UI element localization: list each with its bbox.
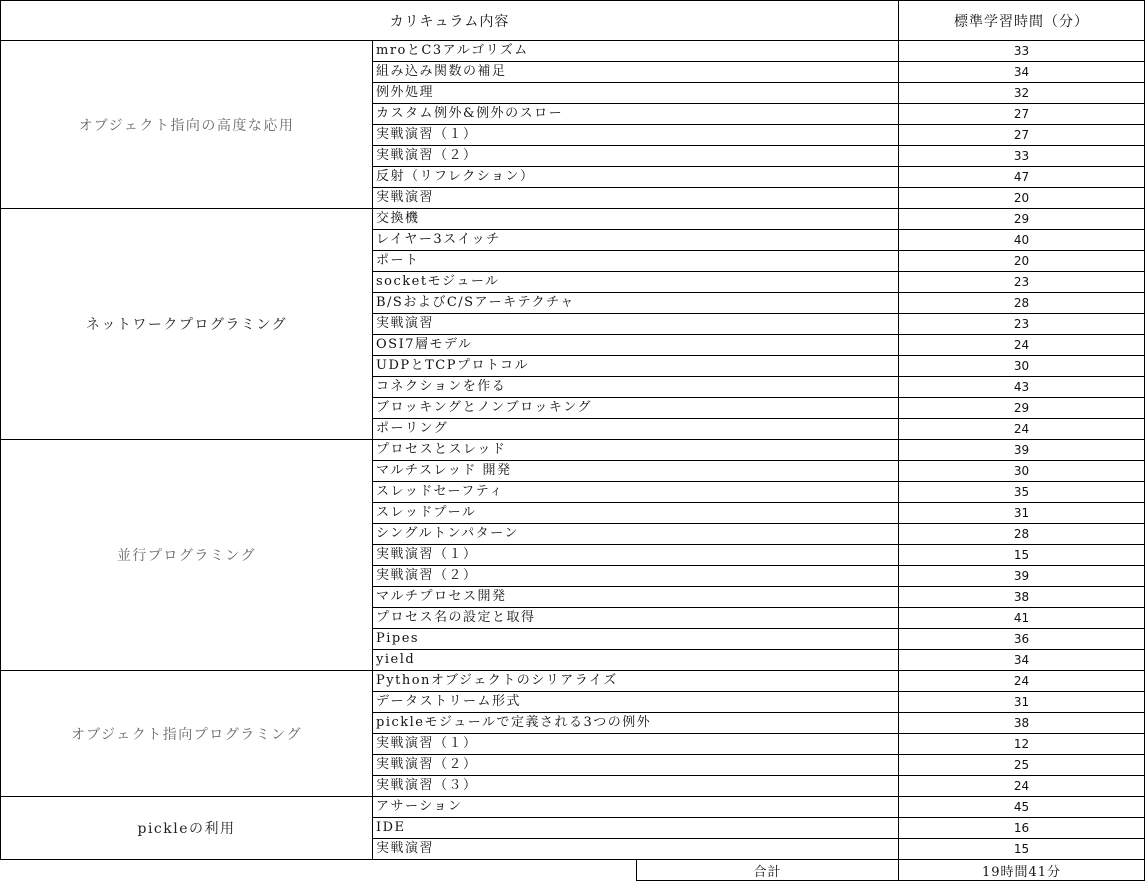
- item-minutes: 47: [1013, 170, 1030, 184]
- header-content-cell: [0, 0, 899, 41]
- item-name: UDPとTCPプロトコル: [376, 358, 529, 373]
- item-name-cell: [372, 229, 899, 251]
- section-title-cell: [0, 208, 373, 440]
- item-minutes-cell: [898, 607, 1145, 629]
- item-minutes-cell: [898, 586, 1145, 608]
- item-minutes-cell: [898, 439, 1145, 461]
- section-title: オブジェクト指向プログラミング: [71, 726, 302, 743]
- section-title-cell: [0, 40, 373, 209]
- item-name: 実戦演習（１）: [376, 127, 478, 142]
- item-name: 交換機: [376, 211, 420, 226]
- item-minutes: 36: [1013, 632, 1030, 646]
- item-minutes-cell: [898, 838, 1145, 860]
- item-minutes: 23: [1013, 317, 1030, 331]
- item-minutes-cell: [898, 124, 1145, 146]
- item-minutes-cell: [898, 481, 1145, 503]
- item-minutes-cell: [898, 82, 1145, 104]
- item-name: 実戦演習: [376, 841, 435, 856]
- item-minutes: 33: [1013, 44, 1030, 58]
- item-name: シングルトンパターン: [376, 526, 519, 541]
- item-minutes: 30: [1013, 464, 1030, 478]
- item-name-cell: [372, 838, 899, 860]
- item-name: 実戦演習（１）: [376, 547, 478, 562]
- item-minutes: 15: [1013, 842, 1030, 856]
- item-minutes-cell: [898, 334, 1145, 356]
- item-minutes: 39: [1013, 569, 1030, 583]
- item-minutes: 31: [1013, 695, 1030, 709]
- item-name-cell: [372, 124, 899, 146]
- item-minutes-cell: [898, 460, 1145, 482]
- item-minutes-cell: [898, 250, 1145, 272]
- item-minutes: 45: [1013, 800, 1030, 814]
- item-minutes-cell: [898, 187, 1145, 209]
- section-title: オブジェクト指向の高度な応用: [78, 117, 295, 134]
- item-minutes: 35: [1013, 485, 1030, 499]
- item-name: コネクションを作る: [376, 379, 507, 394]
- item-minutes-cell: [898, 145, 1145, 167]
- item-minutes: 24: [1013, 338, 1030, 352]
- item-minutes-cell: [898, 103, 1145, 125]
- item-name: Pipes: [376, 631, 420, 646]
- item-name-cell: [372, 607, 899, 629]
- item-name-cell: [372, 418, 899, 440]
- header-time-cell: [898, 0, 1145, 41]
- item-name-cell: [372, 145, 899, 167]
- item-name-cell: [372, 166, 899, 188]
- item-name: プロセス名の設定と取得: [376, 610, 536, 625]
- item-name: 実戦演習（３）: [376, 778, 478, 793]
- section-title: 並行プログラミング: [116, 548, 257, 564]
- item-minutes: 38: [1013, 590, 1030, 604]
- item-name: 例外処理: [376, 85, 435, 100]
- item-minutes-cell: [898, 208, 1145, 230]
- item-name-cell: [372, 271, 899, 293]
- item-minutes-cell: [898, 229, 1145, 251]
- item-name-cell: [372, 250, 899, 272]
- item-name: 実戦演習: [376, 316, 435, 331]
- item-minutes-cell: [898, 502, 1145, 524]
- header-content-label: カリキュラム内容: [389, 13, 510, 30]
- item-name-cell: [372, 670, 899, 692]
- item-name-cell: [372, 460, 899, 482]
- section-title-cell: [0, 439, 373, 671]
- item-name: スレッドプール: [376, 505, 477, 520]
- item-minutes: 27: [1013, 128, 1030, 142]
- item-name-cell: [372, 208, 899, 230]
- item-minutes: 39: [1013, 443, 1030, 457]
- item-minutes: 25: [1013, 758, 1030, 772]
- item-name: Pythonオブジェクトのシリアライズ: [376, 673, 618, 688]
- item-name: 組み込み関数の補足: [376, 64, 507, 79]
- item-name: マルチスレッド 開発: [376, 463, 512, 478]
- item-minutes: 41: [1013, 611, 1030, 625]
- item-name: yield: [376, 652, 416, 667]
- item-minutes: 12: [1013, 737, 1030, 751]
- item-name: 反射（リフレクション）: [376, 169, 535, 184]
- item-minutes-cell: [898, 61, 1145, 83]
- item-name-cell: [372, 586, 899, 608]
- item-minutes-cell: [898, 649, 1145, 671]
- item-minutes-cell: [898, 544, 1145, 566]
- item-name-cell: [372, 628, 899, 650]
- item-minutes: 20: [1013, 191, 1030, 205]
- item-minutes: 43: [1013, 380, 1030, 394]
- total-label-cell: [636, 859, 899, 881]
- item-name-cell: [372, 523, 899, 545]
- item-minutes-cell: [898, 628, 1145, 650]
- item-name: プロセスとスレッド: [376, 442, 507, 457]
- item-name-cell: [372, 649, 899, 671]
- section-title-cell: [0, 796, 373, 860]
- item-name-cell: [372, 817, 899, 839]
- item-name: マルチプロセス開発: [376, 589, 507, 604]
- item-minutes-cell: [898, 670, 1145, 692]
- item-minutes: 31: [1013, 506, 1030, 520]
- item-name: レイヤー3スイッチ: [376, 232, 501, 247]
- header-time-label: 標準学習時間（分）: [954, 13, 1089, 30]
- item-minutes-cell: [898, 271, 1145, 293]
- item-name-cell: [372, 565, 899, 587]
- item-name-cell: [372, 334, 899, 356]
- item-minutes-cell: [898, 40, 1145, 62]
- item-minutes-cell: [898, 691, 1145, 713]
- item-minutes-cell: [898, 754, 1145, 776]
- item-name-cell: [372, 355, 899, 377]
- item-minutes: 15: [1013, 548, 1030, 562]
- item-name: ブロッキングとノンブロッキング: [376, 400, 592, 415]
- item-minutes-cell: [898, 292, 1145, 314]
- item-name: pickleモジュールで定義される3つの例外: [376, 715, 652, 730]
- item-name-cell: [372, 61, 899, 83]
- item-name-cell: [372, 103, 899, 125]
- item-name: 実戦演習（２）: [376, 148, 478, 163]
- item-minutes: 24: [1013, 422, 1030, 436]
- item-minutes-cell: [898, 733, 1145, 755]
- item-minutes-cell: [898, 775, 1145, 797]
- item-name: OSI7層モデル: [376, 337, 473, 352]
- item-name-cell: [372, 712, 899, 734]
- item-minutes-cell: [898, 313, 1145, 335]
- item-name-cell: [372, 733, 899, 755]
- item-minutes-cell: [898, 523, 1145, 545]
- item-minutes-cell: [898, 796, 1145, 818]
- section-title: ネットワークプログラミング: [85, 317, 288, 333]
- item-minutes-cell: [898, 565, 1145, 587]
- item-name-cell: [372, 481, 899, 503]
- item-name: アサーション: [376, 799, 463, 814]
- item-minutes: 28: [1013, 296, 1030, 310]
- item-minutes-cell: [898, 355, 1145, 377]
- item-minutes: 32: [1013, 86, 1030, 100]
- item-minutes-cell: [898, 376, 1145, 398]
- item-minutes: 29: [1013, 212, 1030, 226]
- item-name-cell: [372, 376, 899, 398]
- item-name: socketモジュール: [376, 274, 500, 289]
- item-minutes: 27: [1013, 107, 1030, 121]
- item-minutes: 16: [1013, 821, 1030, 835]
- item-name-cell: [372, 82, 899, 104]
- item-name-cell: [372, 796, 899, 818]
- item-minutes: 30: [1013, 359, 1030, 373]
- item-minutes: 20: [1013, 254, 1030, 268]
- item-minutes-cell: [898, 397, 1145, 419]
- item-name: 実戦演習: [376, 190, 435, 205]
- item-minutes: 29: [1013, 401, 1030, 415]
- item-minutes-cell: [898, 712, 1145, 734]
- item-minutes-cell: [898, 166, 1145, 188]
- item-name-cell: [372, 397, 899, 419]
- item-name-cell: [372, 187, 899, 209]
- item-minutes: 34: [1013, 653, 1030, 667]
- item-name: B/SおよびC/Sアーキテクチャ: [376, 295, 575, 310]
- item-minutes: 40: [1013, 233, 1030, 247]
- item-name: IDE: [376, 820, 406, 835]
- section-title-cell: [0, 670, 373, 797]
- total-label: 合計: [753, 864, 782, 880]
- item-name-cell: [372, 775, 899, 797]
- total-value-cell: [898, 859, 1145, 881]
- item-minutes: 28: [1013, 527, 1030, 541]
- item-minutes-cell: [898, 418, 1145, 440]
- item-minutes: 34: [1013, 65, 1030, 79]
- item-name-cell: [372, 544, 899, 566]
- item-name-cell: [372, 754, 899, 776]
- item-minutes: 33: [1013, 149, 1030, 163]
- item-name: カスタム例外&例外のスロー: [376, 106, 564, 121]
- section-title: pickleの利用: [137, 821, 236, 837]
- total-value: 19時間41分: [981, 864, 1062, 880]
- item-name-cell: [372, 691, 899, 713]
- item-minutes-cell: [898, 817, 1145, 839]
- item-name-cell: [372, 40, 899, 62]
- item-name-cell: [372, 439, 899, 461]
- item-name: 実戦演習（２）: [376, 568, 478, 583]
- item-minutes: 23: [1013, 275, 1030, 289]
- item-name: スレッドセーフティ: [376, 484, 504, 499]
- item-name: mroとC3アルゴリズム: [376, 43, 529, 58]
- item-name: 実戦演習（１）: [376, 736, 478, 751]
- item-name: ポーリング: [376, 421, 449, 436]
- item-name: ポート: [376, 253, 420, 268]
- item-name-cell: [372, 292, 899, 314]
- item-name-cell: [372, 502, 899, 524]
- item-minutes: 24: [1013, 674, 1030, 688]
- item-minutes: 24: [1013, 779, 1030, 793]
- item-minutes: 38: [1013, 716, 1030, 730]
- item-name: 実戦演習（２）: [376, 757, 478, 772]
- item-name: データストリーム形式: [376, 694, 522, 709]
- item-name-cell: [372, 313, 899, 335]
